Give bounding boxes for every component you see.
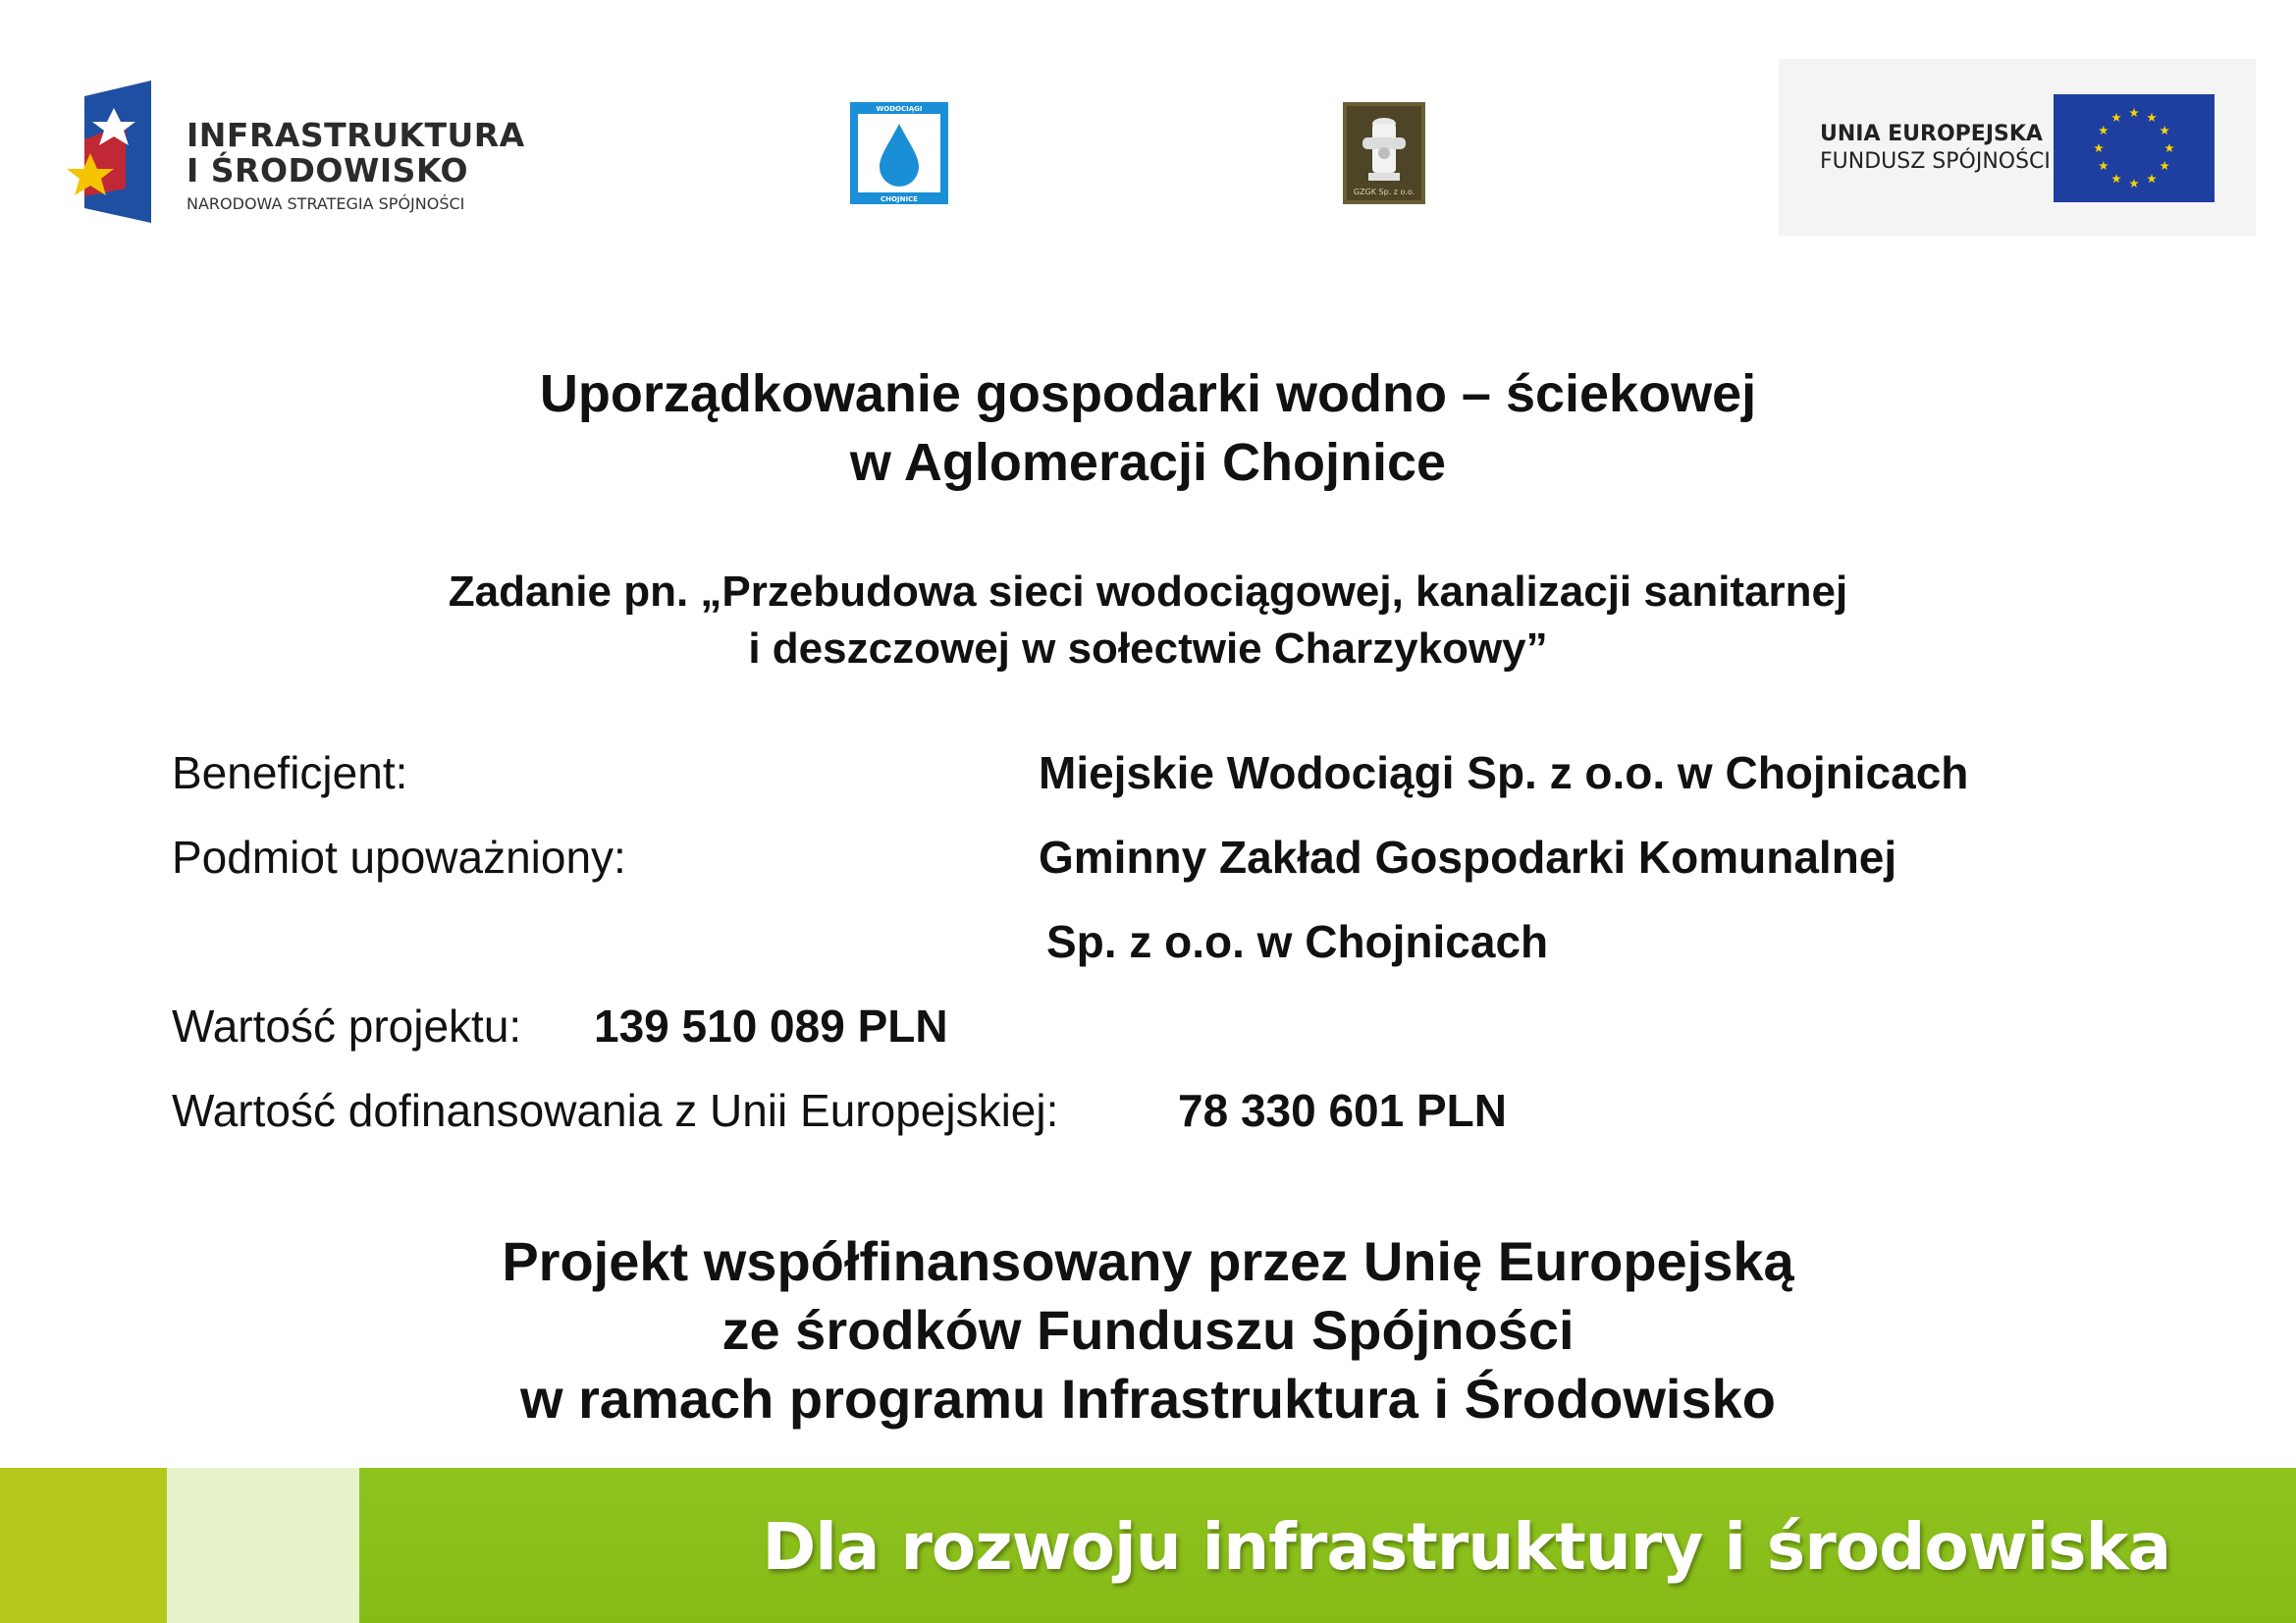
footer-band-segment-2: [167, 1468, 359, 1623]
infrastruktura-logo-line1: INFRASTRUKTURA: [187, 116, 525, 154]
task-name-line1: Zadanie pn. „Przebudowa sieci wodociągowej, kanalizacji sanitarnej: [448, 568, 1848, 616]
gzgk-logo-text: GZGK Sp. z o.o.: [1353, 188, 1415, 196]
authorized-entity-label: Podmiot upoważniony:: [172, 832, 626, 883]
eu-funding-label: Wartość dofinansowania z Unii Europejskiej:: [172, 1085, 1059, 1136]
wodociagi-logo-bottom-text: CHOJNICE: [881, 195, 918, 203]
financing-statement-line3: w ramach programu Infrastruktura i Środowisko: [520, 1368, 1776, 1430]
financing-statement-line2: ze środków Funduszu Spójności: [721, 1299, 1575, 1361]
footer-slogan: Dla rozwoju infrastruktury i środowiska: [762, 1509, 2170, 1585]
infrastruktura-srodowisko-logo: [65, 81, 525, 228]
wodociagi-logo-top-text: WODOCIĄGI: [876, 105, 923, 113]
beneficiary-label: Beneficjent:: [172, 747, 408, 798]
unia-europejska-logo: [1779, 59, 2256, 236]
footer-band: [0, 1468, 2296, 1623]
infrastruktura-logo-line2: I ŚRODOWISKO: [187, 151, 469, 189]
eu-logo-line2: FUNDUSZ SPÓJNOŚCI: [1820, 149, 2051, 174]
authorized-entity-value-line2: Sp. z o.o. w Chojnicach: [1046, 916, 1549, 967]
wodociagi-chojnice-logo: [850, 102, 948, 204]
infrastruktura-logo-line3: NARODOWA STRATEGIA SPÓJNOŚCI: [187, 194, 465, 213]
footer-band-segment-1: [0, 1468, 167, 1623]
hydrant-icon: [1343, 102, 1425, 204]
task-name-line2: i deszczowej w sołectwie Charzykowy”: [748, 624, 1548, 673]
beneficiary-value: Miejskie Wodociągi Sp. z o.o. w Chojnicach: [1039, 747, 1969, 798]
eu-funding-value: 78 330 601 PLN: [1178, 1085, 1508, 1136]
project-title-line1: Uporządkowanie gospodarki wodno – ściekowej: [539, 364, 1757, 423]
eu-flag-icon: [2054, 94, 2215, 202]
authorized-entity-value-line1: Gminny Zakład Gospodarki Komunalnej: [1039, 832, 1897, 883]
gzgk-logo: [1343, 102, 1425, 204]
project-title-line2: w Aglomeracji Chojnice: [849, 433, 1447, 492]
water-drop-icon: [850, 102, 948, 204]
infrastruktura-emblem-icon: [65, 81, 183, 228]
eu-logo-line1: UNIA EUROPEJSKA: [1820, 122, 2043, 146]
project-value: 139 510 089 PLN: [594, 1001, 948, 1052]
project-value-label: Wartość projektu:: [172, 1001, 522, 1052]
financing-statement-line1: Projekt współfinansowany przez Unię Europejską: [502, 1230, 1794, 1292]
